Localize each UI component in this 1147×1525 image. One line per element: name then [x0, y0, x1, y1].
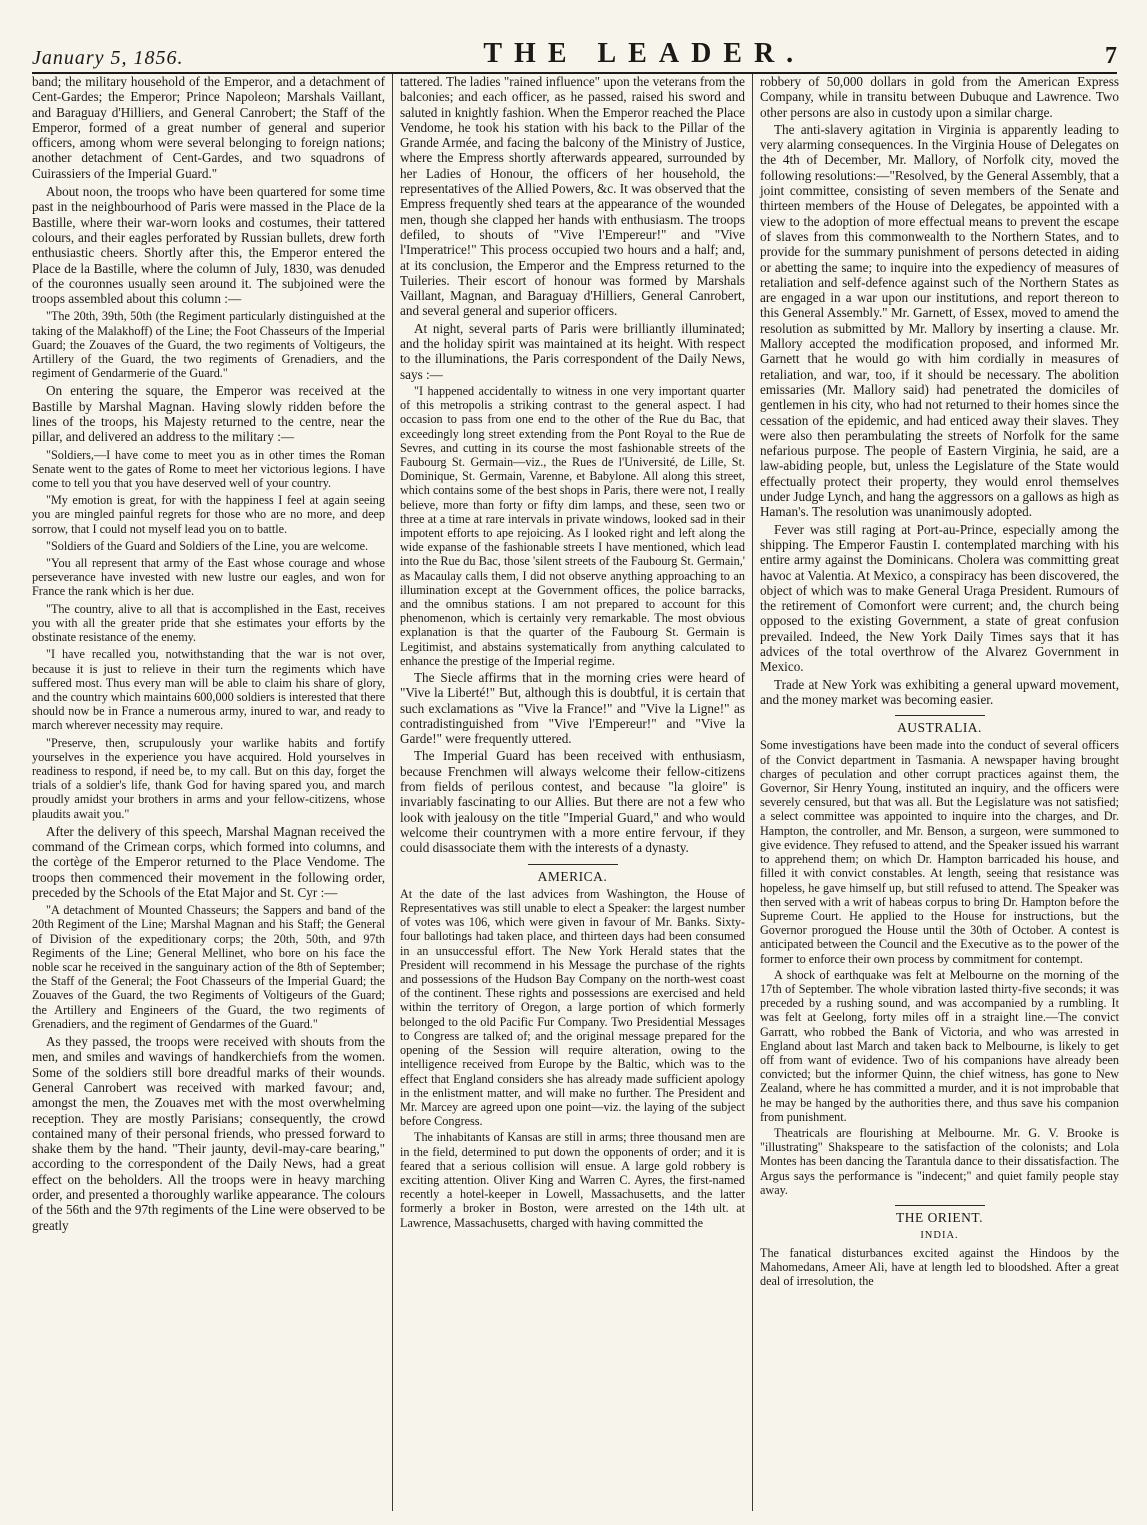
paragraph: "A detachment of Mounted Chasseurs; the Sappers and band of the 20th Regiment of the Line; Marshal Magnan and his Staff; the General of Division of the expeditionary corps; the 20th, 50th, and 97th Regiments of the Line; General Mellinet, who bore on his face the noble scar he received in the sanguinary action of the 8th of September; the Staff of the General; the Foot Chasseurs of the Imperial Guard; the Zouaves of the Guard, the two Regiments of Voltigeurs of the Guard; the Artillery and Engineers of the Guard, the two regiments of Grenadiers, and the regiment of Gendarmes of the Guard." [32, 903, 385, 1031]
paragraph: At night, several parts of Paris were brilliantly illuminated; and the holiday spirit was maintained at its height. With respect to the illuminations, the Paris correspondent of the Daily News, says :— [400, 320, 745, 382]
paragraph: "Soldiers,—I have come to meet you as in other times the Roman Senate went to the gates of Rome to meet her victorious legions. I have come to tell you that you have deserved well of your country. [32, 447, 385, 491]
paragraph: The fanatical disturbances excited against the Hindoos by the Mahomedans, Ameer Ali, have at length led to bloodshed. After a great deal of irresolution, the [760, 1245, 1119, 1288]
page-number: 7 [1105, 43, 1117, 69]
paragraph: The Siecle affirms that in the morning cries were heard of "Vive la Liberté!" But, although this is doubtful, it is certain that such exclamations as "Vive la France!" and "Vive la Ligne!" as contradistinguished from "Vive l'Empereur!" and "Vive la Garde!" were frequently uttered. [400, 670, 745, 747]
paragraph: Fever was still raging at Port-au-Prince, especially among the shipping. The Emperor Faustin I. contemplated marching with his entire army against the Dominicans. Cholera was committing great havoc at Valentia. At Mexico, a conspiracy has been discovered, the object of which was to make General Uraga President. Rumours of the retirement of Comonfort were current; and, the church being opposed to the existing Government, a state of great confusion prevailed. Indeed, the New York Daily Times says that it has advices of the total overthrow of the Alvarez Government in Mexico. [760, 521, 1119, 675]
paragraph: The Imperial Guard has been received with enthusiasm, because Frenchmen will always welcome their fellow-citizens from fields of perilous contest, and because "la gloire" is invariably fascinating to our Allies. But there are not a few who look with jealousy on the title "Imperial Guard," and who would welcome their countrymen with a more entire fervour, if they could disassociate them with the interests of a dynasty. [400, 748, 745, 856]
section-divider [895, 715, 985, 716]
section-heading-orient: THE ORIENT. [896, 1209, 983, 1225]
paragraph: "The 20th, 39th, 50th (the Regiment particularly distinguished at the taking of the Malakhoff) of the Line; the Foot Chasseurs of the Imperial Guard; the Zouaves of the Guard, the two regiments of Voltigeurs, the Artillery of the Guard, the two regiments of Grenadiers, and the regiment of Gendarmerie of the Guard." [32, 309, 385, 381]
paragraph: tattered. The ladies "rained influence" upon the veterans from the balconies; and each officer, as he passed, raised his sword and saluted in knightly fashion. When the Emperor reached the Place Vendome, he took his station with his back to the Pillar of the Grande Armée, and facing the balcony of the Ministry of Justice, where the Empress shortly afterwards appeared, surrounded by her Ladies of Honour, the officers of her household, the representatives of the Allied Powers, &c. It was observed that the Empress frequently shed tears at the appearance of the wounded men, though she clapped her hands with enthusiasm. The troops defiled, to shouts of "Vive l'Empereur!" and "Vive l'Imperatrice!" This process occupied two hours and a half; and, at its conclusion, the Emperor and the Empress returned to the Tuileries. Their escort of honour was formed by Marshals Vaillant, Magnan, and Baraguay d'Hilliers, General Canrobert, and several general and superior officers. [400, 74, 745, 319]
paragraph: The inhabitants of Kansas are still in arms; three thousand men are in the field, determined to put down the opponents of order; and it is feared that a serious collision will ensue. A large gold robbery is exciting attention. Oliver King and Warren C. Ayres, the first-named recently a hotel-keeper in Lowell, Massachusetts, and the latter formerly a broker in Boston, were arrested on the 14th ult. at Lawrence, Massachusetts, charged with having committed the [400, 1130, 745, 1230]
paragraph: Trade at New York was exhibiting a general upward movement, and the money market was becoming easier. [760, 676, 1119, 707]
paragraph: Some investigations have been made into the conduct of several officers of the Convict department in Tasmania. A newspaper having brought charges of peculation and other corrupt practices against them, the Governor, Sir Henry Young, instituted an inquiry, and the officers were severely censured, but that was all. But the Legislature was not satisfied; a select committee was appointed to inquire into the charges, and Dr. Hampton, the controller, and Mr. Benson, a surgeon, were summoned to give evidence. They refused to attend, and the Speaker issued his warrant to apprehend them; on which Dr. Hampton barricaded his house, and filled it with convict constables. At length, seeing that resistance was hopeless, he gave himself up, but still refused to attend. The Speaker was then served with a writ of habeas corpus to bring Dr. Hampton before the Supreme Court. He applied to the House for instructions, but the Governor prorogued the House until the 30th of October. A contest is anticipated between the Council and the Executive as to the power of the former to enforce their own process by commitment for contempt. [760, 738, 1119, 966]
masthead [32, 30, 1117, 74]
paragraph: "Preserve, then, scrupulously your warlike habits and fortify yourselves in the experience you have acquired. Hold yourselves in readiness to respond, if need be, to my call. But on this day, forget the trials of a soldier's life, thank God for having spared you, and march proudly amidst your brothers in arms and your fellow-citizens, whose plaudits await you." [32, 735, 385, 821]
column-3 [752, 74, 1119, 1511]
article-columns [32, 74, 1119, 1511]
paragraph: About noon, the troops who have been quartered for some time past in the neighbourhood of Paris were massed in the Place de la Bastille, where their war-worn looks and costumes, their tattered colours, and their eagles perforated by Russian bullets, drew forth enthusiastic cheers. Shortly after this, the Emperor entered the Place de la Bastille, where the column of July, 1830, was denuded of the couronnes usually seen around it. The subjoined were the troops assembled about this column :— [32, 184, 385, 307]
section-heading-australia: AUSTRALIA. [897, 720, 982, 736]
paragraph: "Soldiers of the Guard and Soldiers of the Line, you are welcome. [46, 538, 369, 553]
paragraph: "You all represent that army of the East whose courage and whose perseverance have invested with new lustre our eagles, and won for France the rank which is her due. [32, 556, 385, 599]
section-divider [528, 864, 618, 865]
paragraph: "I have recalled you, notwithstanding that the war is not over, because it is just to relieve in their turn the regiments which have suffered most. Thus every man will be able to claim his share of glory, and the country which maintains 600,000 soldiers is interested that there should now be in France a numerous army, inured to war, and ready to march wherever necessity may require. [32, 647, 386, 733]
column-2 [392, 74, 752, 1511]
paragraph: At the date of the last advices from Washington, the House of Representatives was still unable to elect a Speaker: the largest number of votes was 106, which were given in favour of Mr. Banks. Sixty-four ballotings had taken place, and thirteen days had been consumed in an unsuccessful effort. The New York Herald states that the President will recommend in his Message the purchase of the rights and possessions of the Hudson Bay Company on the north-west coast of the continent. These rights and possessions are exercised and held within the territory of Oregon, a large portion of which formerly belonged to the old Pacific Fur Company. Two Presidential Messages to Congress are talked of; and the original message prepared for the opening of the Session will require alteration, owing to the intelligence received from Europe by the Baltic, which was to the effect that England considers she has already made sufficient apology in the enlistment matter, and will make no further. The President and Mr. Marcey are agreed upon one point—viz. the laying of the subject before Congress. [400, 886, 745, 1129]
paragraph: A shock of earthquake was felt at Melbourne on the morning of the 17th of September. The whole vibration lasted thirty-five seconds; it was preceded by a rushing sound, and was accompanied by a rumbling. It was felt at Geelong, forty miles off in a straight line.—The convict Garratt, who robbed the Bank of Victoria, and who was arrested in England about last March and taken back to Melbourne, is likely to get off from want of evidence. Two of his companions have already been convicted; but the informer Quinn, the chief witness, has gone to New Zealand, where he has committed a murder, and it is not improbable that he may be hanged by the authorities there, and thus save his companion from punishment. [760, 967, 1119, 1124]
paragraph: The anti-slavery agitation in Virginia is apparently leading to very alarming consequences. In the Virginia House of Delegates on the 4th of December, Mr. Mallory, of Norfolk city, moved the following resolutions:—"Resolved, by the General Assembly, that a joint committee, consisting of seven members of the Senate and thirteen members of the House of Delegates, be appointed with a view to the adoption of more effectual means to prevent the escape of slaves from this commonwealth to the Northern States, and to provide for the summary punishment of persons detected in aiding or abetting the same; to inquire into the expediency of measures of retaliation and self-defence against such of the Northern States as are engaged in a war upon our institutions, and report thereon to this General Assembly." Mr. Garnett, of Essex, moved to amend the resolution as submitted by Mr. Mallory by inserting a clause. Mr. Mallory accepted the modification proposed, and informed Mr. Garnett that he would go with him cordially in measures of retaliation, and war, too, if it should be necessary. The abolition emissaries (Mr. Mallory said) had penetrated the domiciles of gentlemen in his city, who had not returned to their homes since the cessation of the epidemic, and had enticed away their slaves. They were also then perambulating the streets of Norfolk for the same nefarious purpose. The people of Eastern Virginia, he said, are a law-abiding people, but, unless the Legislature of the State would effectually protect their property, they would enrol themselves under Judge Lynch, and hang the aggressors on a gallows as high as Haman's. The resolution was unanimously adopted. [760, 121, 1119, 520]
paragraph: band; the military household of the Emperor, and a detachment of Cent-Gardes; the Emperor; Prince Napoleon; Marshals Vaillant, and Baraguay d'Hilliers, and General Canrobert; the Staff of the Emperor, formed of a great number of general and superior officers, among whom were several belonging to foreign nations; another detachment of Cent-Gardes, and two squadrons of Cuirassiers of the Imperial Guard." [32, 74, 385, 181]
newspaper-title: THE LEADER. [483, 38, 806, 69]
paragraph: robbery of 50,000 dollars in gold from the American Express Company, while in transitu between Dubuque and Lawrence. Two other persons are also in custody upon a similar charge. [760, 74, 1119, 120]
section-subheading-india: INDIA. [920, 1230, 959, 1242]
issue-date: January 5, 1856. [32, 47, 184, 69]
paragraph: "The country, alive to all that is accomplished in the East, receives you with all the greater pride that she estimates your efforts by the obstinate resistance of the enemy. [32, 601, 385, 645]
column-1 [32, 74, 392, 1511]
paragraph: As they passed, the troops were received with shouts from the men, and smiles and wavings of handkerchiefs from the women. Some of the soldiers still bore dreadful marks of their wounds. General Canrobert was received with marked favour; and, amongst the men, the Zouaves met with the most overwhelming reception. They are mostly Parisians; consequently, the crowd contained many of their personal friends, who pressed forward to shake them by the hand. "Their jaunty, devil-may-care bearing," according to the correspondent of the Daily News, had a great effect on the beholders. All the troops were in heavy marching order, and presented a thoroughly warlike appearance. The colours of the 56th and the 97th regiments of the Line were observed to be greatly [32, 1034, 385, 1233]
section-divider [895, 1205, 985, 1206]
paragraph: After the delivery of this speech, Marshal Magnan received the command of the Crimean corps, which formed into columns, and the cortège of the Emperor returned to the Place Vendome. The troops then commenced their movement in the following order, preceded by the Schools of the Etat Major and St. Cyr :— [32, 823, 385, 900]
paragraph: On entering the square, the Emperor was received at the Bastille by Marshal Magnan. Having slowly ridden before the lines of the troops, his Majesty returned to the centre, near the pillar, and delivered an address to the military :— [32, 383, 385, 445]
paragraph: Theatricals are flourishing at Melbourne. Mr. G. V. Brooke is "illustrating" Shakspeare to the satisfaction of the colonists; and Lola Montes has been dancing the Tarantula dance to their dissatisfaction. The Argus says the performance is "indecent;" and quiet family people stay away. [760, 1125, 1119, 1197]
section-heading-america: AMERICA. [537, 868, 608, 884]
paragraph: "I happened accidentally to witness in one very important quarter of this metropolis a striking contrast to the general aspect. I had occasion to pass from one end to the other of the Rue du Bac, that exceedingly long street extending from the Pont Royal to the Rue de Sevres, and cutting in its course the most fashionable streets of the Faubourg St. Germain—viz., the Rues de l'Université, de Lille, St. Dominique, St. Germain, Varenne, et Babylone. All along this street, which contains some of the best shops in Paris, there were not, I really believe, more than forty or fifty dim lamps, and these, seen two or three at a time at rare intervals in private windows, looked sad in their impotent efforts to ape rejoicing. As I looked right and left along the wide expanse of the fashionable streets I have mentioned, which lead into the Rue du Bac, those 'silent streets of the Faubourg St. Germain,' as Macaulay calls them, I did not observe anything approaching to an illumination except at the Government offices, the police barracks, and the omnibus stations. I am not prepared to account for this phenomenon, which is certainly very remarkable. The most obvious explanation is that the quarter of the Faubourg St. Germain is Legitimist, and abstains systematically from anything calculated to enhance the prestige of the Imperial regime. [400, 383, 745, 668]
paragraph: "My emotion is great, for with the happiness I feel at again seeing you are mingled painful regrets for those who are no more, and deep sorrow, that I could not myself lead you on to battle. [32, 493, 385, 536]
